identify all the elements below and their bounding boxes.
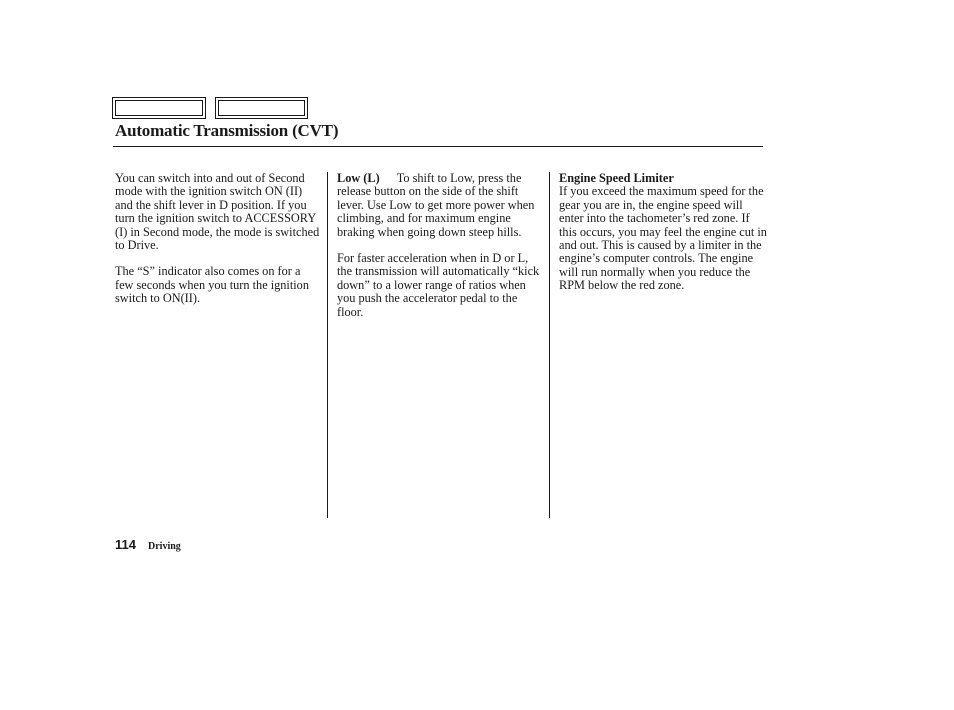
section-name: Driving <box>148 541 181 552</box>
text-column-second-mode <box>115 172 321 319</box>
nav-button-table-of-contents[interactable] <box>215 97 308 119</box>
paragraph: The “S” indicator also comes on for a few seconds when you turn the ignition switch to ON(II). <box>115 264 309 306</box>
column-divider <box>327 172 328 518</box>
text-column-engine-speed-limiter <box>559 172 769 306</box>
paragraph-low <box>337 172 543 239</box>
page-number: 114 <box>115 537 136 552</box>
run-in-heading: Low (L) <box>337 171 380 185</box>
page-title: Automatic Transmission (CVT) <box>115 121 339 140</box>
paragraph: If you exceed the maximum speed for the gear you are in, the engine speed will enter into the tachometer’s red zone. If this occurs, you may feel the engine cut in and out. This is caused by a limiter in the engine’s computer controls. The engine will run normally when you reduce the RPM below the red zone. <box>559 184 767 293</box>
column-divider <box>549 172 550 518</box>
paragraph: For faster acceleration when in D or L, the transmission will automatically “kick down” to a lower range of ratios when you push the accelerator pedal to the floor. <box>337 251 540 319</box>
nav-button-main-menu[interactable] <box>112 97 206 119</box>
paragraph: You can switch into and out of Second mode with the ignition switch ON (II) and the shift lever in D position. If you turn the ignition switch to ACCESSORY (I) in Second mode, the mode is switched to Drive. <box>115 171 320 253</box>
text-column-low-gear <box>337 172 543 332</box>
title-divider <box>113 146 763 147</box>
paragraph-text: To shift to Low, press the release button on the side of the shift lever. Use Low to get more power when climbing, and for maximum engine braking when going down steep hills. <box>337 171 535 239</box>
nav-button-frame <box>115 100 203 116</box>
nav-button-frame <box>218 100 305 116</box>
section-heading: Engine Speed Limiter <box>559 171 674 185</box>
